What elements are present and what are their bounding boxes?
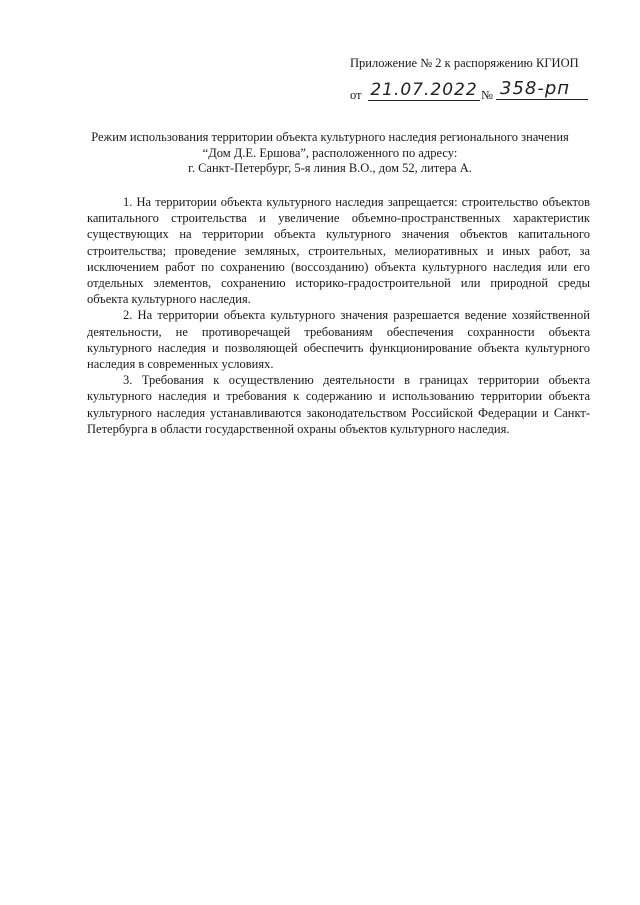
- order-date-number-line: [350, 78, 590, 106]
- handwritten-order-number: 358-рп: [496, 78, 588, 100]
- document-heading: [60, 130, 600, 177]
- from-prefix: от: [350, 88, 362, 102]
- document-body: [87, 194, 590, 437]
- paragraph-2: 2. На территории объекта культурного значения разрешается ведение хозяйственной деятельности, не противоречащей требованиям обеспечения сохранности объекта культурного наследия и позволяющей обеспечить функционирование объекта культурного наследия в современных условиях.: [87, 308, 590, 372]
- heading-line-1: Режим использования территории объекта культурного наследия регионального значения: [91, 130, 569, 144]
- heading-line-2: “Дом Д.Е. Ершова”, расположенного по адресу:: [202, 145, 458, 160]
- paragraph-1: 1. На территории объекта культурного наследия запрещается: строительство объектов капитального строительства и увеличение объемно-пространственных характеристик существующих на территории объекта культурного значения объектов капитального строительства; проведение земляных, строительных, мелиоративных и иных работ, за исключением работ по сохранению (воссозданию) объекта культурного наследия или его отдельных элементов, сохранению историко-градостроительной или природной среды объекта культурного наследия.: [87, 195, 590, 307]
- handwritten-date: 21.07.2022: [368, 80, 480, 101]
- appendix-reference: Приложение № 2 к распоряжению КГИОП: [350, 56, 579, 70]
- heading-line-3: г. Санкт-Петербург, 5-я линия В.О., дом 52, литера А.: [188, 161, 472, 175]
- number-sign: №: [481, 88, 493, 102]
- paragraph-3: 3. Требования к осуществлению деятельности в границах территории объекта культурного наследия и требования к содержанию и использованию территории объекта культурного наследия устанавливаются законодательством Российской Федерации и Санкт-Петербурга в области государственной охраны объектов культурного наследия.: [87, 373, 590, 436]
